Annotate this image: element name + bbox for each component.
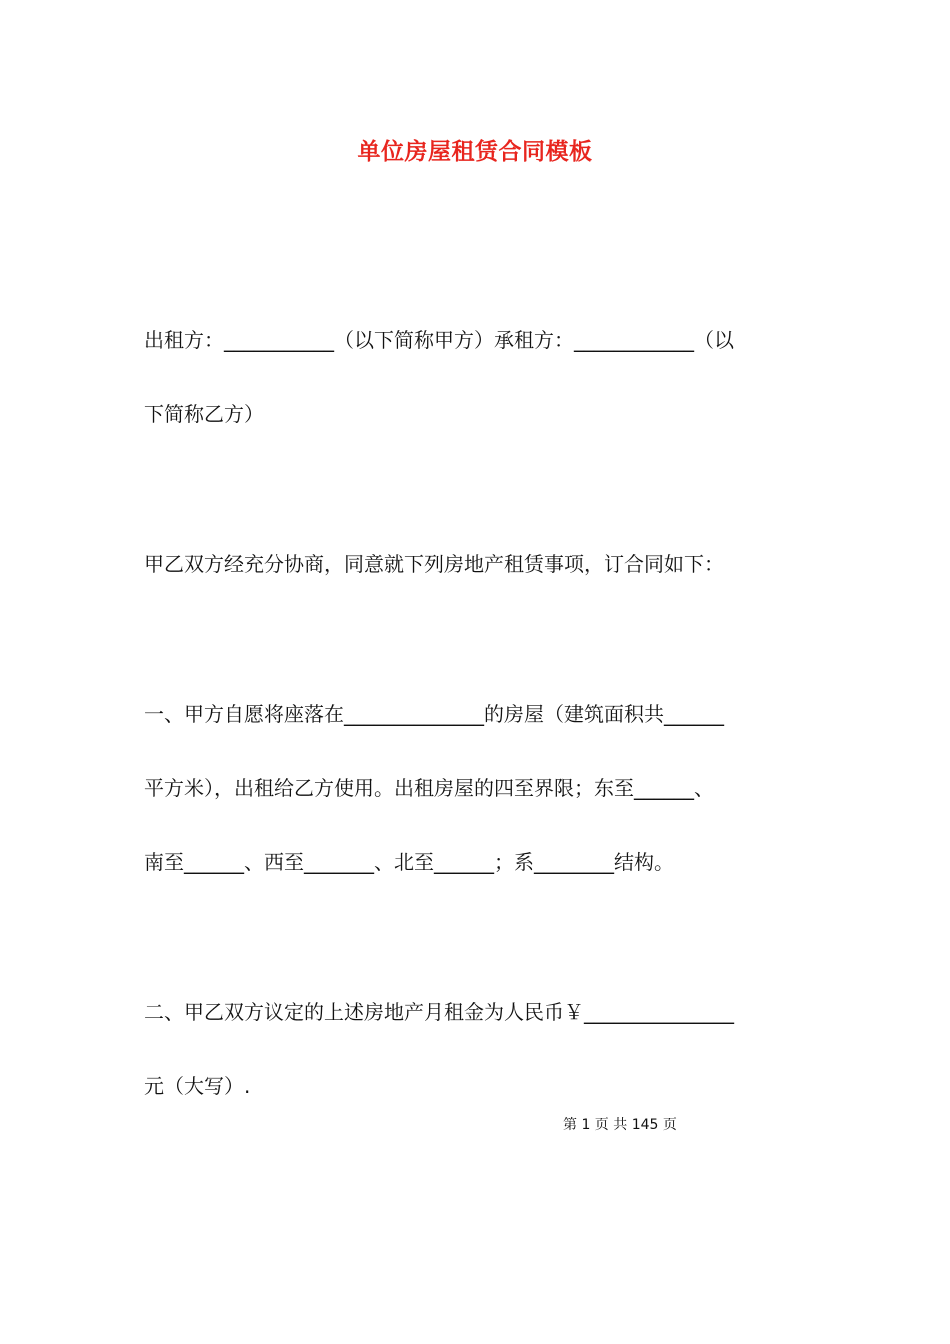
text-line: 一、甲方自愿将座落在______________的房屋（建筑面积共______: [144, 702, 724, 726]
clause-2-line-2: [144, 1072, 814, 1100]
clause-2-line-1: [144, 998, 814, 1026]
paragraph-parties-line-1: [144, 326, 814, 354]
text-line: 南至______、西至_______、北至______；系________结构。: [144, 850, 674, 874]
clause-1-line-1: [144, 700, 814, 728]
paragraph-parties-line-2: [144, 400, 814, 428]
clause-1-line-3: [144, 848, 814, 876]
clause-1-line-2: [144, 774, 814, 802]
text-line: 下简称乙方）: [144, 402, 264, 426]
text-line: 元（大写）.: [144, 1074, 251, 1098]
text-line: 二、甲乙双方议定的上述房地产月租金为人民币￥_______________: [144, 1000, 734, 1024]
text-line: 出租方：___________（以下简称甲方）承租方：____________（以: [144, 328, 734, 352]
text-line: 平方米），出租给乙方使用。出租房屋的四至界限；东至______、: [144, 776, 714, 800]
document-title: 单位房屋租赁合同模板: [357, 139, 593, 165]
page-number: 第 1 页 共 145 页: [563, 1117, 677, 1133]
text-line: 甲乙双方经充分协商，同意就下列房地产租赁事项，订合同如下：: [144, 552, 724, 576]
paragraph-intro: [144, 550, 814, 578]
